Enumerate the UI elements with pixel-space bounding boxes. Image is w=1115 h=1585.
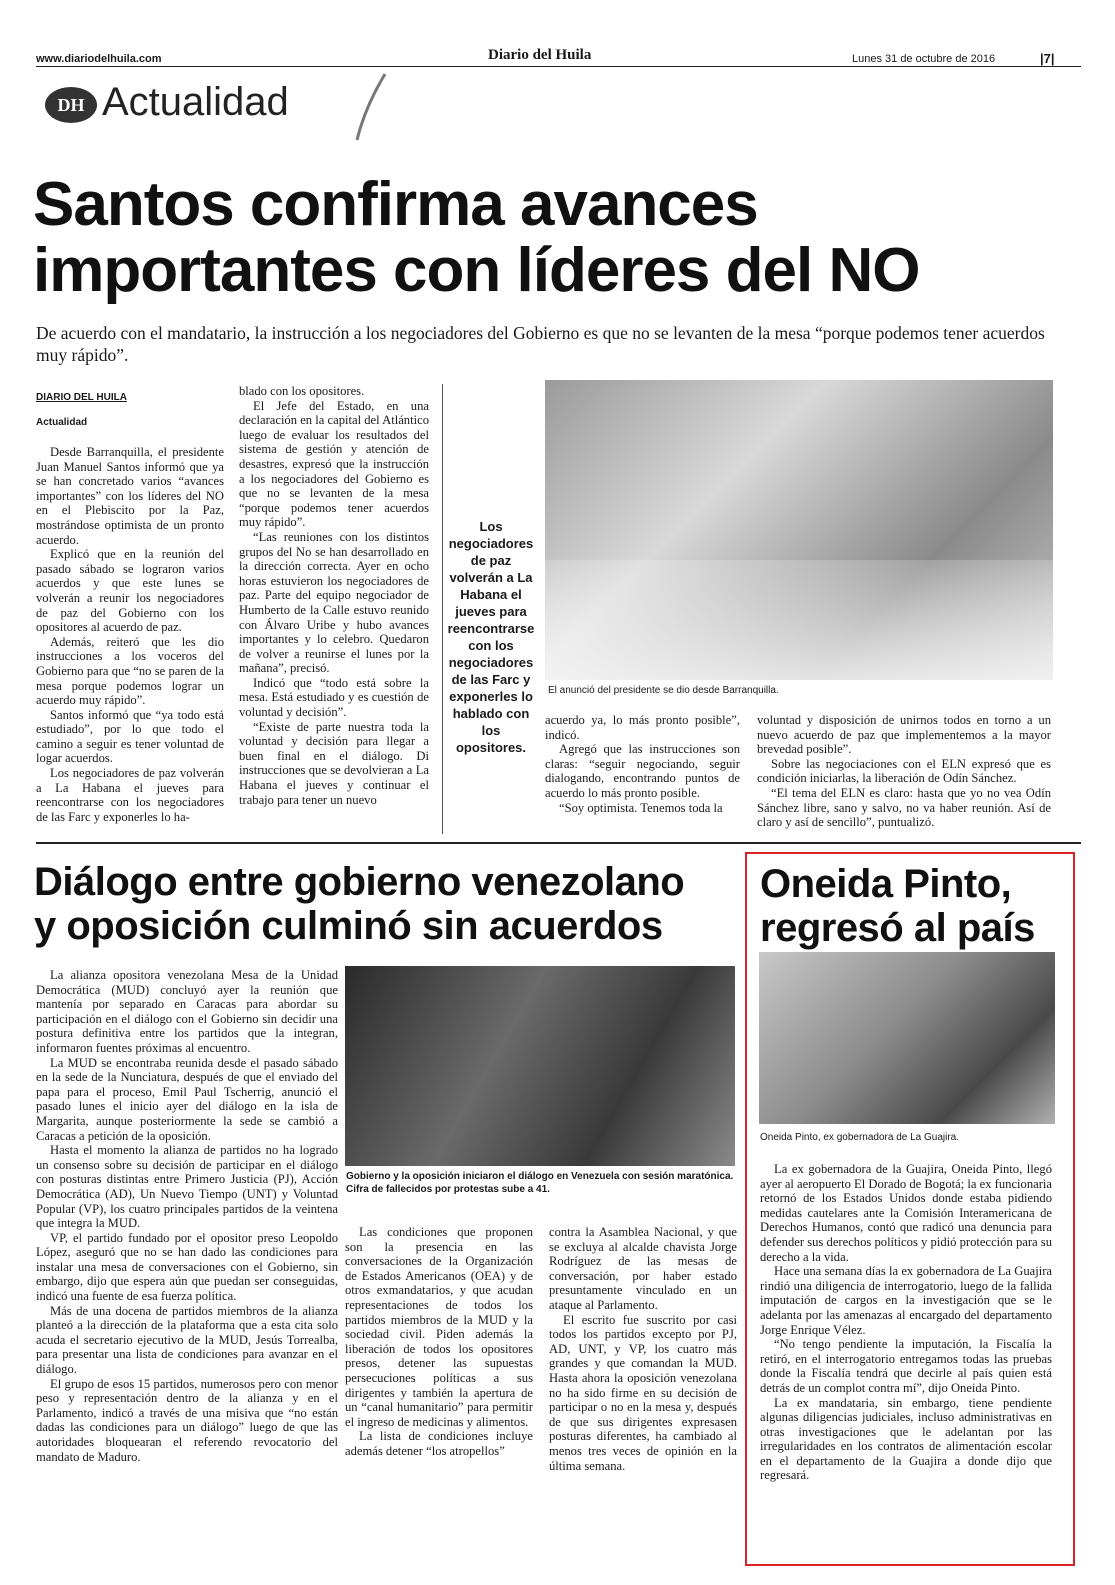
venezuela-column-2 [345,1225,533,1459]
masthead-rule [36,66,1081,67]
paragraph: La ex mandataria, sin embargo, tiene pendiente algunas diligencias judiciales, incluso administrativas en otras investigaciones que le adelantan por las irregularidades en los contratos de alimentación escolar en el departamento de la Guajira a donde dijo que regresará. [760,1395,1052,1483]
pinto-body [760,1162,1052,1483]
pinto-headline-line1: Oneida Pinto, [760,862,1012,906]
issue-date: Lunes 31 de octubre de 2016 [852,53,996,65]
dh-logo-icon: DH [45,87,97,123]
main-column-4 [757,713,1051,830]
paragraph: Hace una semana días la ex gobernadora de La Guajira rindió una diligencia de interrogatorio, luego de la fallida imputación de cargos en la investigación que se le adelanta por las amenazas al encargado del departamento Jorge Enrique Vélez. [760,1264,1052,1337]
paragraph: El escrito fue suscrito por casi todos los partidos excepto por PJ, AD, UNT, y VP, los cuatro más grandes y que comandan la MUD. Hasta ahora la oposición venezolana no ha sido firme en su decisión de participar o no en la mesa y, después de que sus dirigentes expresasen posturas diferentes, ha cambiado al menos tres veces de opinión en la última semana. [549,1312,737,1473]
venezuela-headline-line1: Diálogo entre gobierno venezolano [34,860,685,904]
pull-quote: Los negociadores de paz volverán a La Habana el jueves para reencontrarse con los negociadores de las Farc y exponerles lo hablado con los opositores. [447,519,535,755]
venezuela-column-1 [36,968,338,1464]
paragraph: “Las reuniones con los distintos grupos del No se han desarrollado en la dirección correcta. Ayer en ocho horas estuvieron los negociadores de paz. Parte del equipo negociador de Humberto de la Calle estuvo reunido con Álvaro Uribe y hubo avances importantes y lo celebro. Quedaron de volver a reunirse el lunes por la mañana”, precisó. [239,529,429,676]
oneida-pinto-photo [759,952,1055,1124]
paragraph: blado con los opositores. [239,384,365,398]
venezuela-column-3 [549,1225,737,1473]
main-column-3 [545,713,740,815]
pinto-headline [760,862,1035,950]
paragraph: Además, reiteró que les dio instrucciones a los voceros del Gobierno para que “no se paren de la mesa porque podemos lograr un acuerdo muy rápido”. [36,634,224,708]
paragraph: La MUD se encontraba reunida desde el pasado sábado en la sede de la Nunciatura, después de que el enviado del papa para el proceso, Emil Paul Tscherrig, anunció el pasado lunes el inicio ayer del diálogo en la isla de Margarita, aunque posteriormente la sede se cambió a Caracas a petición de la oposición. [36,1055,338,1143]
paragraph: Los negociadores de paz volverán a La Habana el jueves para reencontrarse con los negociadores de las Farc y exponerles lo ha- [36,766,224,824]
venezuela-headline [34,860,684,948]
paragraph: El grupo de esos 15 partidos, numerosos pero con menor peso y representación dentro de la alianza y en el Parlamento, indicó a través de una misiva que “no están dadas las condiciones para un diálogo” luego de que las autoridades bloquearan el referendo revocatorio del mandato de Maduro. [36,1376,338,1464]
paragraph: voluntad y disposición de unirnos todos en torno a un nuevo acuerdo de paz que implementemos a la mayor brevedad posible”. [757,713,1051,757]
venezuela-dialogue-photo [345,966,735,1166]
paragraph: VP, el partido fundado por el opositor preso Leopoldo López, aseguró que no se han dado las condiciones para instalar una mesa de conversaciones con el Gobierno, sin embargo, dijo que espera aún que puedan ser conseguidas, indicó una fuente de esa fuerza política. [36,1230,338,1304]
main-photo-caption: El anunció del presidente se dio desde Barranquilla. [548,685,779,696]
main-deck: De acuerdo con el mandatario, la instrucción a los negociadores del Gobierno es que no se levanten de la mesa “porque podemos tener acuerdos muy rápido”. [36,323,1045,365]
column-divider [442,384,443,834]
paragraph: acuerdo ya, lo más pronto posible”, indicó. [545,713,740,742]
paragraph: Más de una docena de partidos miembros de la alianza planteó a la dirección de la plataforma que a esta cita solo acuda el secretario ejecutivo de la MUD, Jesús Torrealba, para presentar una lista de condiciones para avanzar en el diálogo. [36,1303,338,1377]
paragraph: El Jefe del Estado, en una declaración en la capital del Atlántico luego de evaluar los resultados del sistema de gestión y atención de desastres, expresó que la instrucción a los negociadores del Gobierno es que no se levanten de la mesa “porque podemos tener acuerdos muy rápido”. [239,398,429,530]
paragraph: Explicó que en la reunión del pasado sábado se lograron varios acuerdos y que este lunes se volverán a reunir los negociadores de paz del Gobierno con los opositores al acuerdo de paz. [36,547,224,635]
paragraph: Indicó que “todo está sobre la mesa. Está estudiado y es cuestión de voluntad y decisión”. [239,675,429,720]
page-number: |7| [1040,51,1055,66]
section-title: Actualidad [102,80,289,124]
paragraph: La lista de condiciones incluye además detener “los atropellos” [345,1429,533,1458]
paragraph: “No tengo pendiente la imputación, la Fiscalía la retiró, en el interrogatorio entregamos todas las pruebas donde la Fiscalía tendrá que decirle al país quien está detrás de un complot contra mí”, dijo Oneida Pinto. [760,1337,1052,1395]
section-divider [36,842,1081,844]
section-swoosh-icon [355,72,395,142]
paragraph: Hasta el momento la alianza de partidos no ha logrado un consenso sobre su decisión de participar en el diálogo con posturas distintas entre Primero Justicia (PJ), Acción Democrática (AD), Un Nuevo Tiempo (UNT) y Voluntad Popular (VP), los cuatro principales partidos de la veintena que integra la MUD. [36,1143,338,1231]
paragraph: “El tema del ELN es claro: hasta que yo no vea Odín Sánchez libre, sano y salvo, no va haber reunión. Así de claro y así de sencillo”, puntualizó. [757,785,1051,830]
meeting-photo [545,380,1053,680]
website-url: www.diariodelhuila.com [36,53,162,65]
venezuela-headline-line2: y oposición culminó sin acuerdos [34,904,663,948]
main-column-2 [239,384,429,807]
paragraph: Las condiciones que proponen son la presencia en las conversaciones de la Organización de Estados Americanos (OEA) y de otros exmandatarios, y que acudan representaciones de todos los partidos miembros de la MUD y la sociedad civil. Piden además la liberación de todos los opositores presos, detener las supuestas persecuciones políticas a sus dirigentes y también la apertura de un “canal humanitario” para permitir el ingreso de medicinas y alimentos. [345,1225,533,1429]
paragraph: “Soy optimista. Tenemos toda la [559,800,723,815]
main-headline-line1: Santos confirma avances [33,170,758,239]
venezuela-photo-caption: Gobierno y la oposición iniciaron el diálogo en Venezuela con sesión maratónica. Cifra de fallecidos por protestas sube a 41. [346,1171,734,1195]
paragraph: contra la Asamblea Nacional, y que se excluya al alcalde chavista Jorge Rodríguez de las mesas de conversación, por haber estado presuntamente vinculado en un ataque al Parlamento. [549,1225,737,1312]
table-shape [545,560,1053,680]
main-column-1 [36,445,224,824]
pinto-photo-caption: Oneida Pinto, ex gobernadora de La Guajira. [760,1132,960,1143]
section-label: Actualidad [36,417,88,428]
paragraph: Sobre las negociaciones con el ELN expresó que es condición iniciarlas, la liberación de Odín Sánchez. [757,756,1051,786]
pinto-headline-line2: regresó al país [760,906,1035,950]
main-headline-line2: importantes con líderes del NO [33,236,920,305]
paragraph: “Existe de parte nuestra toda la voluntad y decisión para llegar a buen final en el diálogo. Di instrucciones que se devolvieran a La Habana el jueves y continuar el trabajo para tener un nuevo [239,719,429,807]
paragraph: La ex gobernadora de la Guajira, Oneida Pinto, llegó ayer al aeropuerto El Dorado de Bogotá; la ex funcionaria retornó de los Estados Unidos donde estaba pidiendo medidas cautelares ante la Comisión Interamericana de Derechos Humanos, contó que radicó una denuncia para defender sus derechos políticos y pidió protección para su derecho a la vida. [760,1162,1052,1264]
paragraph: Desde Barranquilla, el presidente Juan Manuel Santos informó que ya se han concretado varios “avances importantes” con los líderes del NO en el Plebiscito por la Paz, mostrándose optimista de un pronto acuerdo. [36,445,224,547]
newspaper-name: Diario del Huila [488,47,592,63]
paragraph: Santos informó que “ya todo está estudiado”, por lo que todo el camino a seguir es tener voluntad de logar acuerdos. [36,707,224,766]
paragraph: La alianza opositora venezolana Mesa de la Unidad Democrática (MUD) concluyó ayer la reunión que mantenía por separado en Caracas para abordar su participación en el diálogo con el Gobierno sin decidir una postura definitiva entre los partidos que la integran, informaron fuentes próximas al encuentro. [36,968,338,1055]
main-headline [33,172,919,304]
paragraph: Agregó que las instrucciones son claras: “seguir negociando, seguir dialogando, encontrando puntos de acuerdo lo más pronto posible. [545,742,740,800]
byline: DIARIO DEL HUILA [36,392,127,403]
